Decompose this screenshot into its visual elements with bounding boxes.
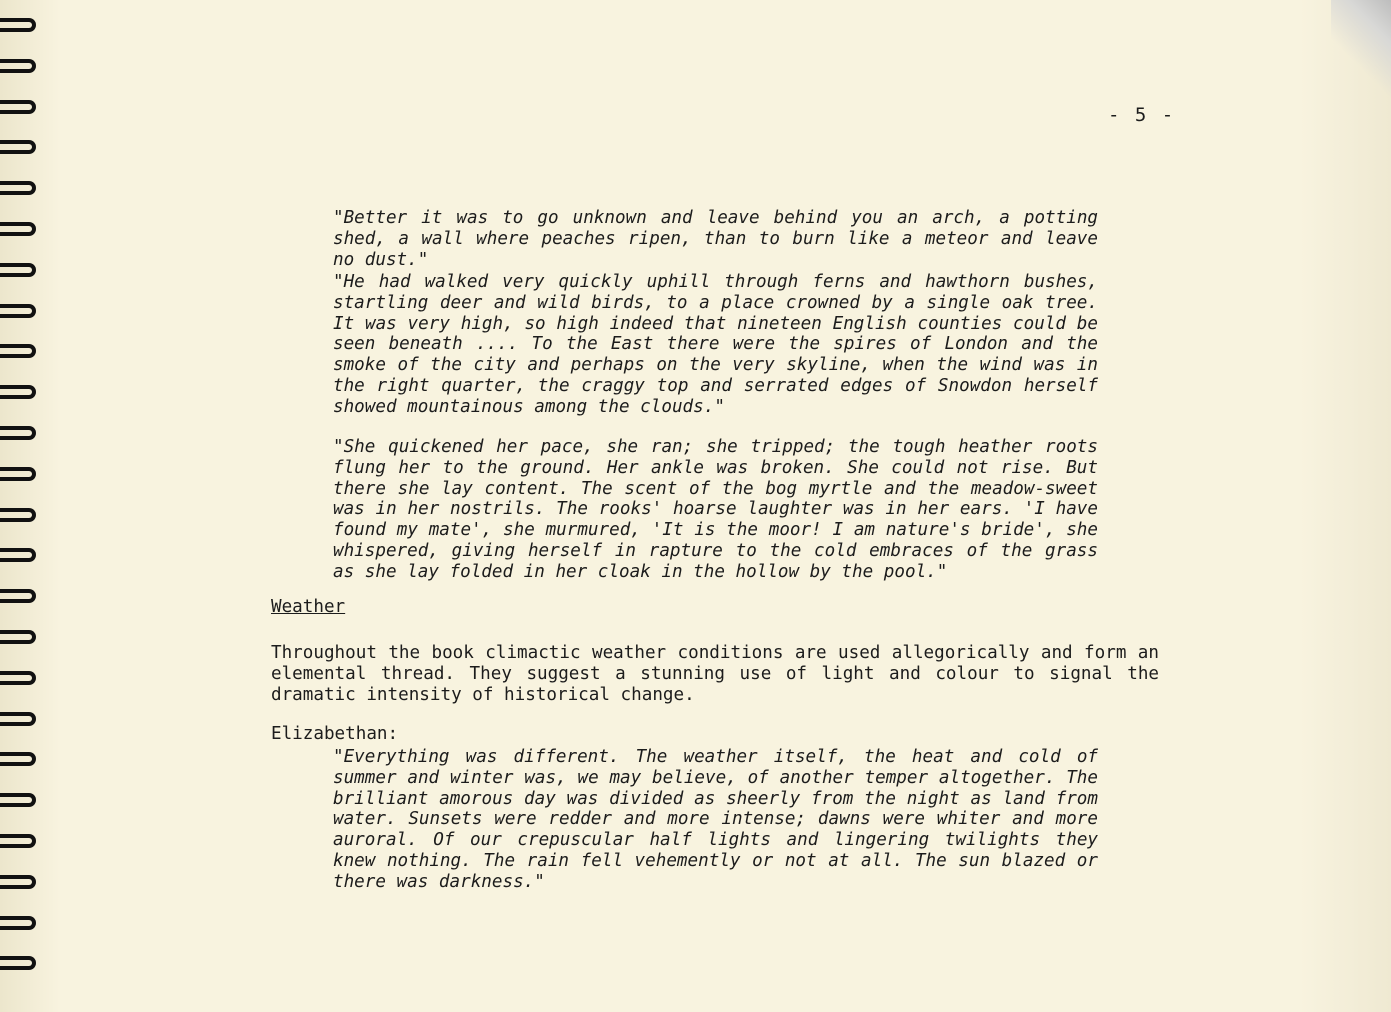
binding-ring: [0, 181, 36, 195]
binding-ring: [0, 956, 36, 970]
binding-ring: [0, 834, 36, 848]
binding-ring: [0, 263, 36, 277]
binding-ring: [0, 140, 36, 154]
binding-ring: [0, 630, 36, 644]
weather-paragraph: Throughout the book climactic weather conditions are used allegorically and form an elemental thread. They suggest a stunning use of light and colour to signal the dramatic intensity of historical change.: [271, 643, 1159, 705]
page-corner-shadow: [1331, 0, 1391, 260]
spiral-binding-icon: [0, 18, 40, 998]
binding-ring: [0, 18, 36, 32]
quote-moor: "She quickened her pace, she ran; she tripped; the tough heather roots flung her to the ground. Her ankle was broken. She could not rise. But there she lay content. The scent of the bog myrtle and the meadow-sweet was in her nostrils. The rooks' hoarse laughter was in her ears. 'I have found my mate', she murmured, 'It is the moor! I am nature's bride', she whispered, giving herself in rapture to the cold embraces of the grass as she lay folded in her cloak in the hollow by the pool.": [333, 437, 1098, 582]
elizabethan-label: Elizabethan:: [271, 724, 399, 744]
binding-ring: [0, 712, 36, 726]
binding-ring: [0, 752, 36, 766]
binding-ring: [0, 304, 36, 318]
binding-ring: [0, 793, 36, 807]
binding-ring: [0, 426, 36, 440]
binding-ring: [0, 222, 36, 236]
quote-elizabethan-weather: "Everything was different. The weather itself, the heat and cold of summer and winter was, we may believe, of another temper altogether. The brilliant amorous day was divided as sheerly from the night as land from water. Sunsets were redder and more intense; dawns were whiter and more auroral. Of our crepuscular half lights and lingering twilights they knew nothing. The rain fell vehemently or not at all. The sun blazed or there was darkness.": [333, 747, 1098, 892]
quote-oak-tree: "He had walked very quickly uphill through ferns and hawthorn bushes, startling deer and wild birds, to a place crowned by a single oak tree. It was very high, so high indeed that nineteen English counties could be seen beneath .... To the East there were the spires of London and the smoke of the city and perhaps on the very skyline, when the wind was in the right quarter, the craggy top and serrated edges of Snowdon herself showed mountainous among the clouds.": [333, 272, 1098, 417]
binding-ring: [0, 916, 36, 930]
binding-ring: [0, 344, 36, 358]
binding-ring: [0, 59, 36, 73]
binding-ring: [0, 875, 36, 889]
binding-ring: [0, 467, 36, 481]
binding-ring: [0, 385, 36, 399]
binding-ring: [0, 508, 36, 522]
binding-ring: [0, 548, 36, 562]
page-number: - 5 -: [1108, 104, 1176, 126]
binding-ring: [0, 671, 36, 685]
quote-arch: "Better it was to go unknown and leave behind you an arch, a potting shed, a wall where peaches ripen, than to burn like a meteor and leave no dust.": [333, 208, 1098, 270]
section-heading-weather: Weather: [271, 597, 346, 617]
binding-ring: [0, 589, 36, 603]
binding-ring: [0, 100, 36, 114]
